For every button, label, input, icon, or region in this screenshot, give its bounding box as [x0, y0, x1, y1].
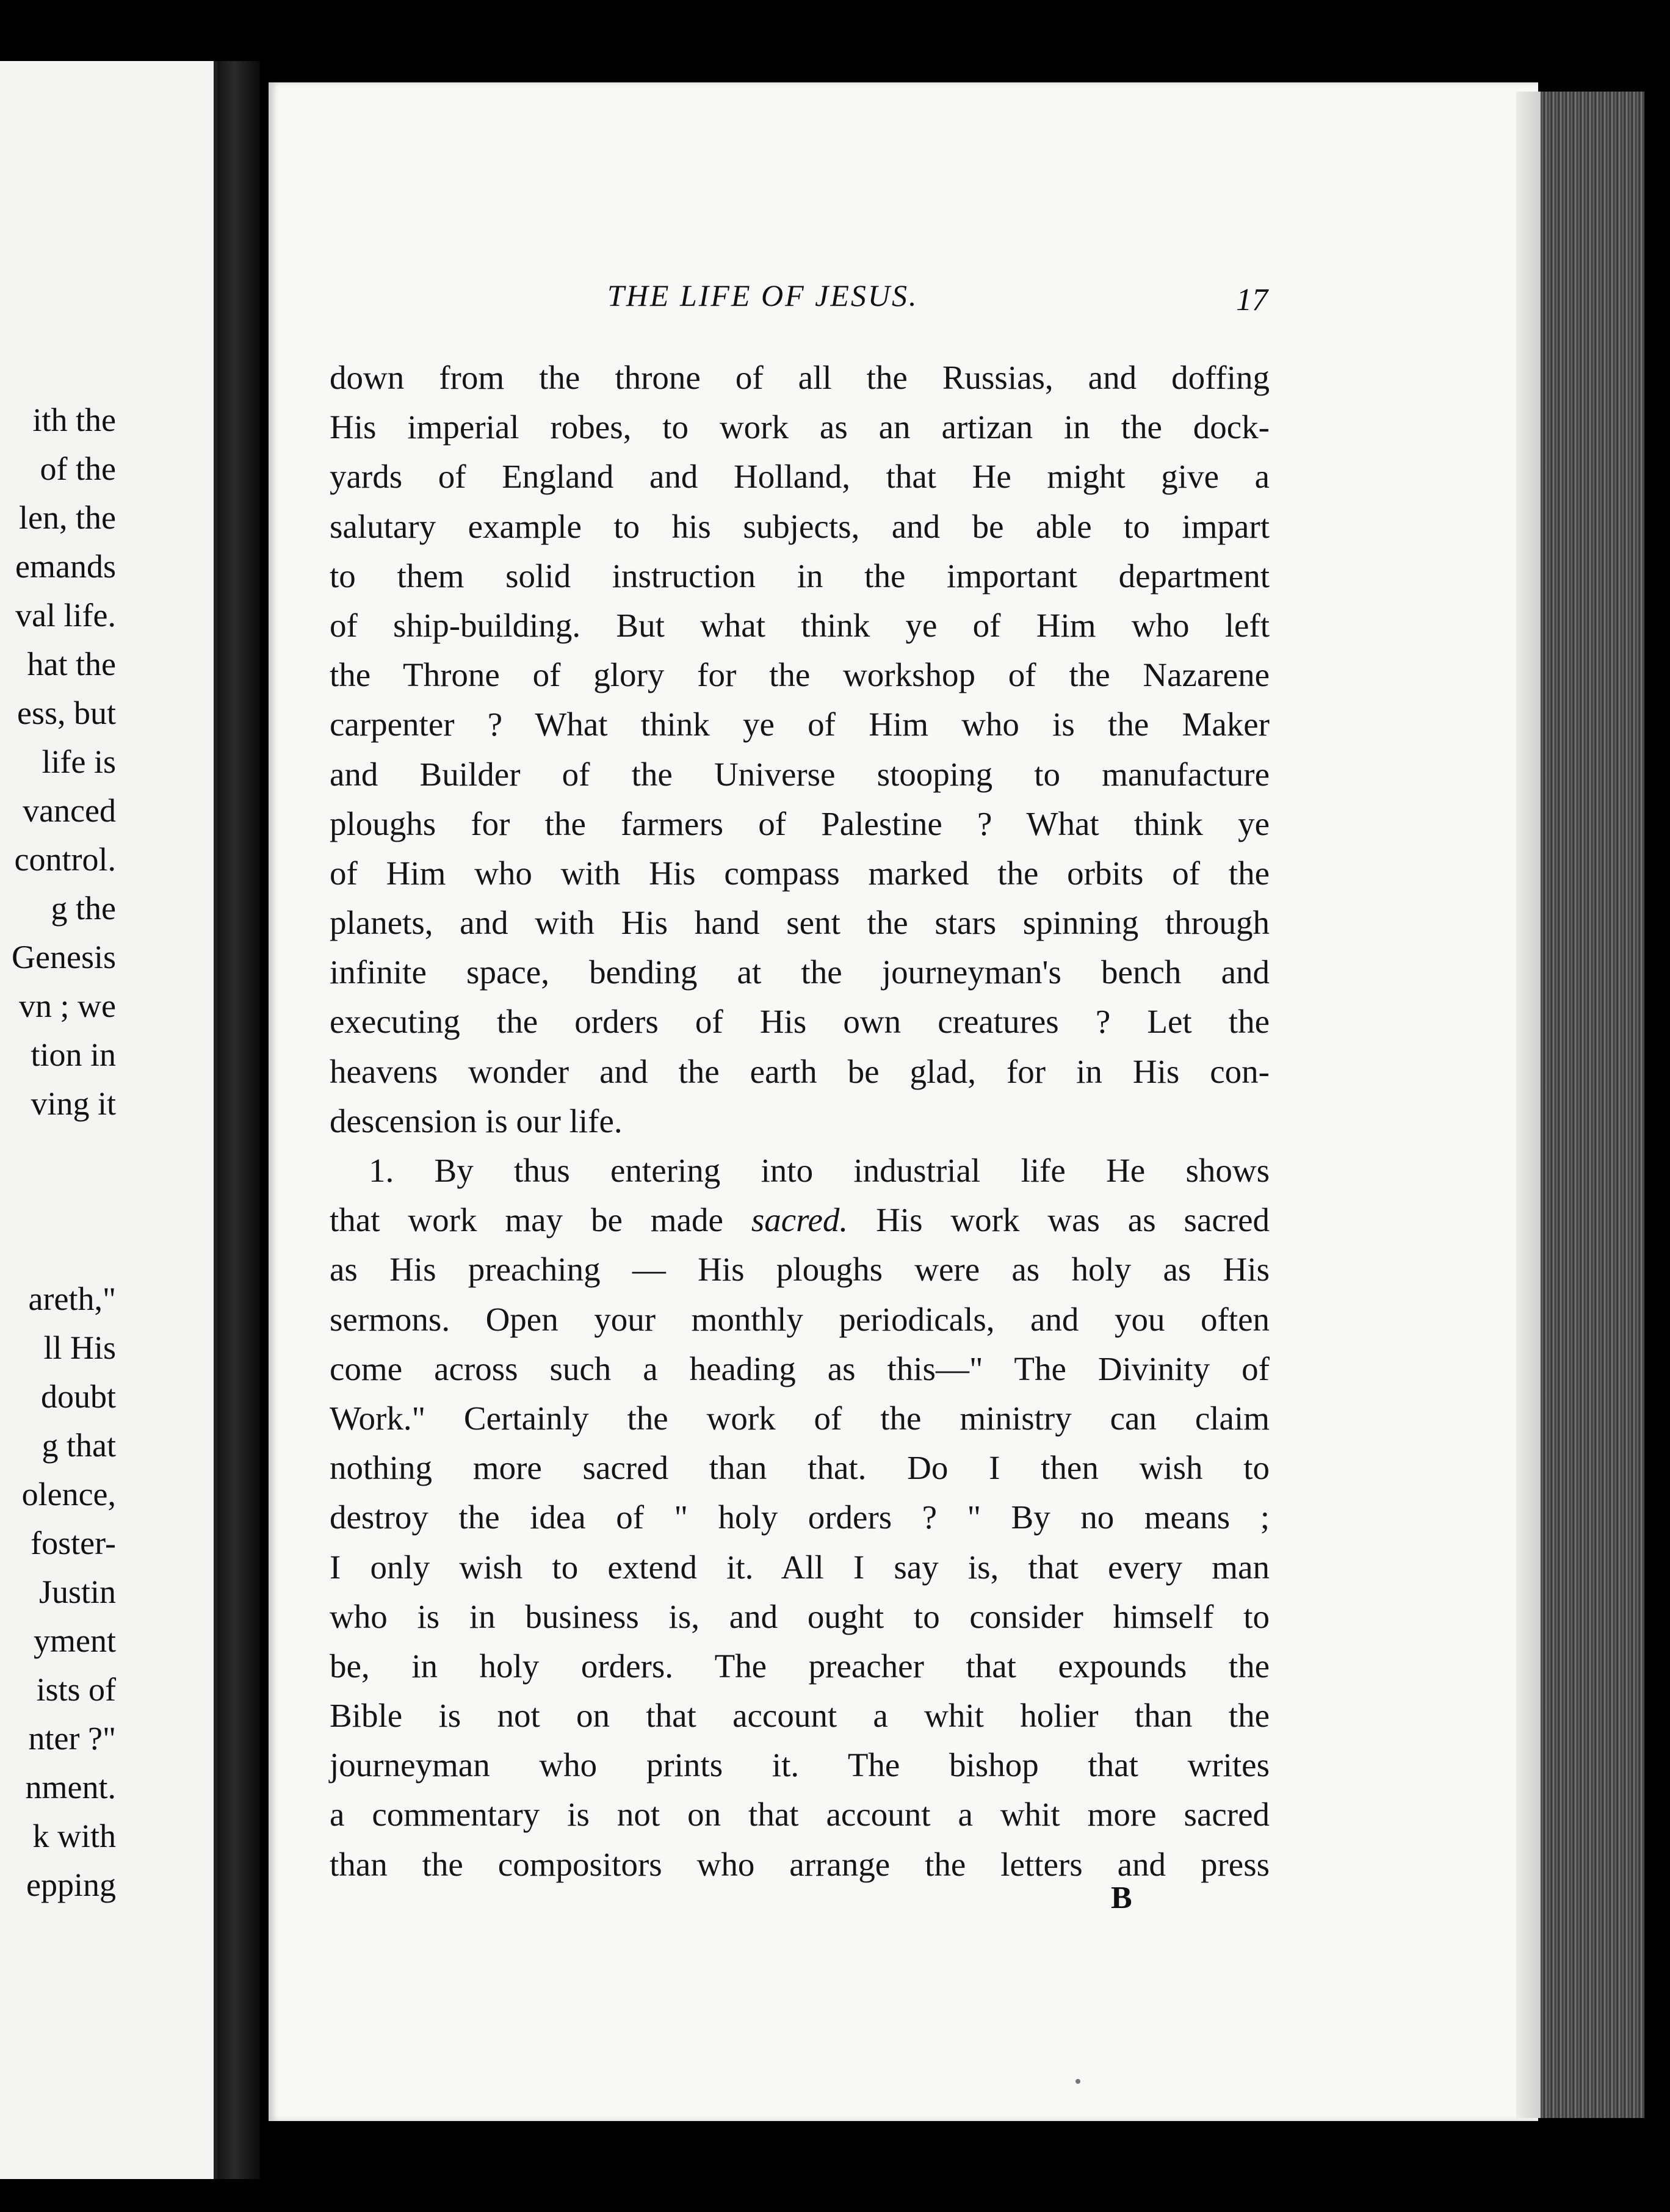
text-line: infinite space, bending at the journeyman's bench and	[330, 953, 1270, 991]
text-line: sermons. Open your monthly periodicals, and you often	[330, 1300, 1270, 1338]
text-line: of ship-building. But what think ye of Him who left	[330, 606, 1270, 644]
left-facing-page	[0, 61, 217, 2179]
paper-speck	[1075, 2079, 1080, 2084]
text-line: of Him who with His compass marked the orbits of the	[330, 854, 1270, 892]
left-page-fragment: val life.	[15, 597, 116, 634]
book-gutter	[217, 61, 260, 2179]
left-page-fragment: g that	[42, 1427, 116, 1464]
left-page-fragment: doubt	[40, 1378, 116, 1415]
text-line: the Throne of glory for the workshop of the Nazarene	[330, 656, 1270, 694]
text-line: yards of England and Holland, that He might give a	[330, 458, 1270, 496]
text-line: descension is our life.	[330, 1102, 623, 1140]
left-page-fragment: epping	[26, 1867, 116, 1903]
left-page-fragment: life is	[42, 743, 116, 780]
signature-mark: B	[1111, 1881, 1132, 1915]
text-line: down from the throne of all the Russias, and doffing	[330, 359, 1270, 396]
left-page-fragment: ists of	[36, 1671, 116, 1708]
left-page-fragment: yment	[34, 1622, 116, 1659]
text-line: planets, and with His hand sent the stars spinning through	[330, 904, 1270, 942]
left-page-fragment: nment.	[25, 1769, 116, 1805]
text-line: executing the orders of His own creatures ? Let the	[330, 1003, 1270, 1041]
left-page-fragment: of the	[40, 450, 116, 487]
text-line: destroy the idea of " holy orders ? " By no means ;	[330, 1498, 1270, 1536]
left-page-fragment: ll His	[43, 1329, 116, 1366]
left-page-fragment: nter ?"	[28, 1720, 116, 1757]
text-line: nothing more sacred than that. Do I then wish to	[330, 1449, 1270, 1487]
text-line: come across such a heading as this—" The Divinity of	[330, 1350, 1270, 1387]
left-page-fragment: Genesis	[12, 939, 116, 975]
text-line: ploughs for the farmers of Palestine ? What think ye	[330, 804, 1270, 842]
left-page-fragment: ess, but	[17, 695, 116, 731]
left-page-fragment: olence,	[21, 1476, 116, 1513]
page-number: 17	[1236, 283, 1268, 317]
italic-emphasis: sacred.	[751, 1201, 848, 1239]
text-line: salutary example to his subjects, and be able to impart	[330, 507, 1270, 545]
left-page-fragment: hat the	[27, 646, 116, 682]
left-page-fragment: Justin	[38, 1574, 116, 1610]
text-line: as His preaching — His ploughs were as holy as His	[330, 1251, 1270, 1289]
text-line: Bible is not on that account a whit holier than the	[330, 1697, 1270, 1735]
left-page-fragment: control.	[14, 841, 116, 878]
text-line: His imperial robes, to work as an artizan in the dock-	[330, 408, 1270, 446]
text-line: to them solid instruction in the important department	[330, 557, 1270, 595]
text-line: Work." Certainly the work of the ministry can claim	[330, 1399, 1270, 1437]
body-text	[330, 353, 1270, 1889]
left-page-fragment: emands	[15, 548, 116, 585]
text-line: than the compositors who arrange the letters and press	[330, 1845, 1270, 1883]
text-line: heavens wonder and the earth be glad, for in His con-	[330, 1052, 1270, 1090]
left-page-fragment: ving it	[31, 1085, 116, 1122]
left-page-fragment: vn ; we	[19, 988, 116, 1024]
left-page-fragment: areth,"	[28, 1281, 116, 1317]
left-page-fragment: k with	[32, 1818, 116, 1854]
text-line: I only wish to extend it. All I say is, that every man	[330, 1548, 1270, 1586]
left-page-fragment: len, the	[19, 499, 116, 536]
text-line: 1. By thus entering into industrial life He shows	[369, 1152, 1270, 1189]
left-page-fragment: vanced	[23, 792, 116, 829]
left-page-fragment: ith the	[32, 402, 116, 438]
running-head: THE LIFE OF JESUS.	[607, 278, 919, 313]
text-line: carpenter ? What think ye of Him who is the Maker	[330, 706, 1270, 743]
text-line: a commentary is not on that account a whit more sacred	[330, 1796, 1270, 1834]
text-line: and Builder of the Universe stooping to manufacture	[330, 755, 1270, 793]
page-edges	[1538, 92, 1644, 2118]
left-page-fragment: foster-	[31, 1525, 116, 1561]
text-line: that work may be made sacred. His work was as sacred	[330, 1201, 1270, 1239]
text-line: be, in holy orders. The preacher that expounds the	[330, 1647, 1270, 1685]
text-line: journeyman who prints it. The bishop that writes	[330, 1746, 1270, 1784]
left-page-fragment: g the	[51, 890, 116, 927]
left-page-fragment: tion in	[31, 1036, 116, 1073]
text-line: who is in business is, and ought to consider himself to	[330, 1597, 1270, 1635]
